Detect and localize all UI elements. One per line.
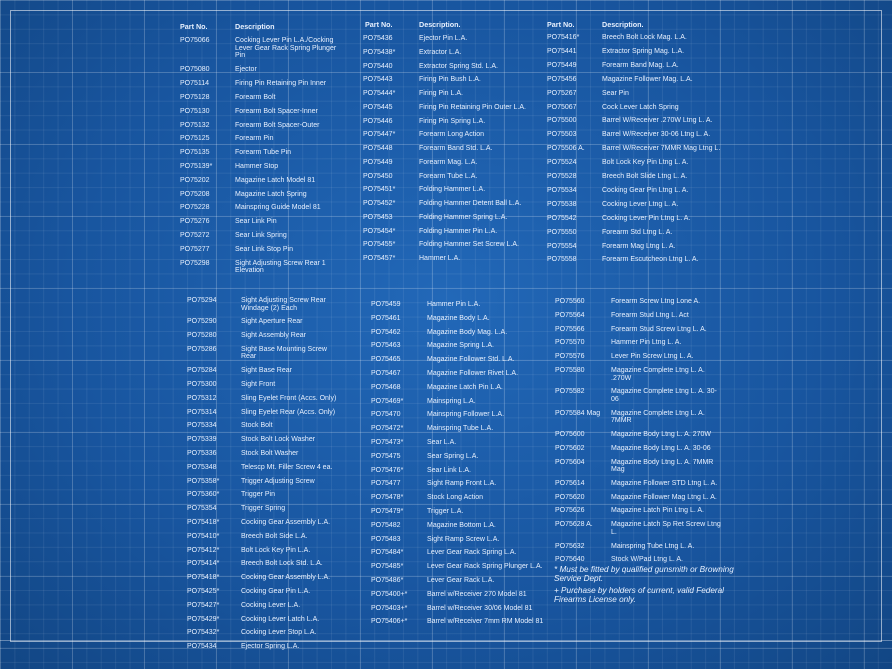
part-description: Mainspring L.A. — [427, 397, 476, 405]
part-number: PO75470 — [371, 411, 401, 419]
part-description: Magazine Body L.A. — [427, 314, 490, 322]
part-number: PO75524 — [547, 159, 577, 167]
part-number: PO75128 — [180, 93, 210, 101]
part-description: Mainspring Follower L.A. — [427, 411, 505, 419]
part-description: Magazine Follower Rivet L.A. — [427, 370, 519, 377]
part-description: Firing Pin Spring L.A. — [419, 117, 486, 125]
part-number: PO75640 — [555, 556, 585, 564]
part-description: Magazine Complete Ltng L. A. .270W — [611, 367, 705, 382]
part-description: Stock Long Action — [427, 494, 484, 502]
part-number: PO75336 — [187, 450, 217, 457]
footnotes — [554, 566, 744, 608]
part-number: PO75550 — [547, 228, 577, 236]
part-description: Folding Hammer Detent Ball L.A. — [419, 200, 522, 207]
part-number: PO75348 — [187, 463, 217, 471]
part-number: PO75272 — [180, 231, 210, 239]
part-number: PO75202 — [180, 176, 210, 184]
part-number: PO75125 — [180, 135, 210, 143]
part-number: PO75453 — [363, 213, 393, 221]
part-description: Hammer L.A. — [419, 255, 461, 262]
part-description: Cocking Lever Pin L.A./Cocking Lever Gear Rack Spring Plunger Pin — [235, 37, 337, 59]
part-description: Cocking Lever Ltng L. A. — [602, 200, 679, 208]
part-number: PO75463 — [371, 342, 401, 350]
part-number: PO75447* — [363, 131, 396, 139]
part-number: PO75427* — [187, 601, 220, 609]
part-description: Mainspring Tube Ltng L. A. — [611, 542, 695, 550]
part-number: PO75312 — [187, 394, 217, 402]
part-description: Sight Aperture Rear — [241, 318, 303, 326]
part-description: Cocking Gear Assembly L.A. — [241, 574, 331, 582]
part-number: PO75067 — [547, 103, 577, 111]
part-number: PO75114 — [180, 80, 210, 88]
part-description: Sear Link Stop Pin — [235, 245, 293, 253]
part-number: PO75486* — [371, 577, 404, 584]
part-number: PO75412* — [187, 546, 220, 554]
part-number: PO75600 — [555, 430, 585, 438]
part-number: PO75570 — [555, 339, 585, 347]
part-description: Trigger Adjusting Screw — [241, 477, 315, 485]
part-description: Hammer Pin L.A. — [427, 301, 481, 308]
part-number: PO75445 — [363, 103, 393, 111]
part-description: Forearm Tube L.A. — [419, 172, 478, 180]
part-description: Extractor Spring Std. L.A. — [419, 62, 498, 70]
part-description: Breech Bolt Lock Std. L.A. — [241, 560, 323, 568]
part-description: Breech Bolt Side L.A. — [241, 532, 308, 540]
part-description: Forearm Stud Ltng L. Act — [611, 311, 689, 319]
part-number: PO75314 — [187, 408, 217, 416]
part-number: PO75484* — [371, 549, 404, 557]
part-number: PO75457* — [363, 255, 396, 262]
part-description: Lever Pin Screw Ltng L. A. — [611, 353, 694, 361]
part-description: Cocking Gear Pin Ltng L. A. — [602, 186, 689, 194]
part-description: Magazine Complete Ltng L. A. 7MMR — [611, 409, 705, 425]
part-number: PO75476* — [371, 466, 404, 474]
part-description: Trigger L.A. — [427, 508, 464, 515]
part-number: PO75448 — [363, 145, 393, 152]
part-description: Folding Hammer Set Screw L.A. — [419, 241, 519, 249]
part-number: PO75286 — [187, 345, 217, 353]
part-description: Sight Front — [241, 381, 276, 388]
part-description: Lever Gear Rack Spring Plunger L.A. — [427, 563, 543, 571]
part-number: PO75403+* — [371, 604, 408, 612]
part-description: Forearm Mag. L.A. — [419, 158, 478, 166]
part-description: Extractor Spring Mag. L.A. — [602, 47, 685, 55]
header-part-no-2: Part No. — [365, 20, 393, 29]
part-description: Magazine Follower STD Ltng L. A. — [611, 479, 718, 487]
part-description: Cocking Lever L.A. — [241, 601, 301, 609]
part-description: Sight Adjusting Screw Rear Windage (2) Each — [241, 297, 326, 312]
part-number: PO75280 — [187, 332, 217, 340]
part-number: PO75614 — [555, 479, 585, 487]
part-number: PO75584 Mag — [555, 409, 601, 417]
part-description: Firing Pin L.A. — [419, 90, 463, 97]
part-description: Magazine Body Mag. L.A. — [427, 328, 508, 336]
part-number: PO75276 — [180, 218, 210, 226]
part-description: Cocking Lever Latch L.A. — [241, 615, 320, 623]
part-description: Sight Adjusting Screw Rear 1 Elevation — [235, 259, 326, 274]
part-description: Cocking Lever Stop L.A. — [241, 629, 317, 637]
part-description: Forearm Escutcheon Ltng L. A. — [602, 256, 699, 264]
part-number: PO75454* — [363, 227, 396, 235]
part-description: Forearm Bolt — [235, 93, 276, 101]
part-number: PO75208 — [180, 190, 210, 198]
part-number: PO75472* — [371, 425, 404, 433]
part-number: PO75469* — [371, 397, 404, 405]
part-number: PO75528 — [547, 173, 577, 180]
part-number: PO75560 — [555, 298, 585, 305]
part-description: Cocking Gear Assembly L.A. — [241, 519, 331, 526]
part-description: Cock Lever Latch Spring — [602, 103, 679, 111]
part-description: Magazine Body Ltng L. A. 30-06 — [611, 444, 711, 452]
part-number: PO75482 — [371, 521, 401, 529]
part-description: Folding Hammer L.A. — [419, 186, 486, 194]
part-description: Firing Pin Retaining Pin Outer L.A. — [419, 103, 526, 111]
part-number: PO75473* — [371, 439, 404, 446]
part-description: Forearm Stud Screw Ltng L. A. — [611, 325, 707, 333]
part-number: PO75465 — [371, 356, 401, 364]
header-description-1: Description — [235, 22, 275, 31]
note-firearms-license: + Purchase by holders of current, valid Federal Firearms License only. — [554, 586, 724, 604]
part-number: PO75132 — [180, 121, 210, 129]
part-description: Barrel w/Receiver 270 Model 81 — [427, 590, 527, 598]
part-number: PO75066 — [180, 37, 210, 44]
part-description: Stock Bolt Washer — [241, 450, 299, 457]
part-description: Breech Bolt Slide Ltng L. A. — [602, 173, 688, 180]
part-number: PO75418* — [187, 519, 220, 526]
part-number: PO75410* — [187, 532, 220, 540]
part-number: PO75602 — [555, 444, 585, 452]
part-description: Sear Spring L.A. — [427, 452, 479, 460]
part-number: PO75506 A. — [547, 145, 585, 153]
part-number: PO75432* — [187, 629, 220, 637]
part-number: PO75429* — [187, 615, 220, 623]
part-description: Sight Assembly Rear — [241, 332, 306, 340]
part-number: PO75434 — [187, 643, 217, 651]
header-part-no-3: Part No. — [547, 20, 575, 29]
part-number: PO75485* — [371, 563, 404, 571]
header-part-no-1: Part No. — [180, 22, 208, 31]
part-description: Folding Hammer Pin L.A. — [419, 227, 498, 235]
part-description: Magazine Complete Ltng L. A. 30-06 — [611, 388, 717, 403]
part-number: PO75441 — [547, 47, 577, 55]
part-number: PO75130 — [180, 107, 210, 115]
part-number: PO75468 — [371, 383, 401, 391]
part-description: Barrel W/Receiver .270W Ltng L. A. — [602, 117, 713, 125]
part-description: Barrel W/Receiver 7MMR Mag Ltng L. — [602, 145, 721, 153]
part-number: PO75628 A. — [555, 521, 593, 529]
part-number: PO75475 — [371, 452, 401, 460]
part-number: PO75135 — [180, 149, 210, 157]
part-description: Magazine Latch Pin Ltng L. A. — [611, 507, 705, 515]
part-number: PO75440 — [363, 62, 393, 70]
part-number: PO75228 — [180, 204, 210, 212]
part-description: Mainspring Tube L.A. — [427, 425, 494, 433]
part-description: Hammer Stop — [235, 162, 279, 170]
part-number: PO75290 — [187, 318, 217, 326]
part-description: Stock Bolt — [241, 422, 273, 430]
part-description: Cocking Lever Pin Ltng L. A. — [602, 214, 691, 222]
part-description: Magazine Latch Spring — [235, 190, 307, 198]
part-description: Forearm Pin — [235, 135, 274, 143]
part-number: PO75582 — [555, 388, 585, 396]
part-description: Bolt Lock Key Pin L.A. — [241, 546, 311, 554]
part-description: Forearm Band Mag. L.A. — [602, 61, 679, 69]
part-number: PO75294 — [187, 297, 217, 304]
part-description: Magazine Body Ltng L. A. 270W — [611, 430, 712, 438]
part-description: Barrel w/Receiver 7mm RM Model 81 — [427, 618, 544, 626]
part-description: Ejector Pin L.A. — [419, 35, 468, 42]
part-number: PO75542 — [547, 214, 577, 222]
part-description: Forearm Mag Ltng L. A. — [602, 242, 676, 250]
part-number: PO75418* — [187, 574, 220, 582]
blueprint-bottom-line — [0, 640, 892, 641]
header-description-2: Description. — [419, 20, 461, 29]
part-number: PO75451* — [363, 186, 396, 194]
part-number: PO75400+* — [371, 590, 408, 598]
part-description: Lever Gear Rack L.A. — [427, 577, 495, 584]
part-number: PO75576 — [555, 353, 585, 361]
part-number: PO75360* — [187, 491, 220, 499]
part-number: PO75452* — [363, 200, 396, 207]
part-number: PO75298 — [180, 259, 210, 267]
part-description: Folding Hammer Spring L.A. — [419, 213, 508, 221]
part-description: Magazine Spring L.A. — [427, 342, 494, 350]
part-description: Trigger Spring — [241, 505, 286, 513]
part-number: PO75500 — [547, 117, 577, 125]
part-description: Breech Bolt Lock Mag. L.A. — [602, 34, 687, 41]
part-description: Extractor L.A. — [419, 48, 462, 56]
part-number: PO75438* — [363, 48, 396, 56]
part-description: Magazine Follower Mag. L.A. — [602, 75, 693, 83]
part-description: Magazine Latch Sp Ret Screw Ltng L. — [611, 521, 721, 536]
part-description: Magazine Follower Mag Ltng L. A. — [611, 493, 717, 501]
part-number: PO75479* — [371, 508, 404, 515]
part-number: PO75354 — [187, 505, 217, 513]
part-description: Sight Base Mounting Screw Rear — [241, 345, 327, 361]
part-description: Sight Ramp Screw L.A. — [427, 535, 500, 543]
part-number: PO75580 — [555, 367, 585, 374]
part-description: Forearm Tube Pin — [235, 149, 292, 157]
part-number: PO75277 — [180, 245, 210, 253]
part-description: Hammer Pin Ltng L. A. — [611, 339, 682, 347]
part-description: Forearm Long Action — [419, 131, 484, 139]
part-number: PO75300 — [187, 381, 217, 388]
part-description: Cocking Gear Pin L.A. — [241, 588, 311, 595]
part-description: Barrel W/Receiver 30-06 Ltng L. A. — [602, 131, 711, 139]
part-number: PO75538 — [547, 200, 577, 208]
part-number: PO75462 — [371, 328, 401, 336]
part-description: Forearm Bolt Spacer-Inner — [235, 107, 318, 115]
part-number: PO75334 — [187, 422, 217, 430]
part-number: PO75139* — [180, 162, 213, 170]
part-description: Barrel w/Receiver 30/06 Model 81 — [427, 604, 533, 612]
part-number: PO75564 — [555, 311, 585, 319]
part-description: Ejector Spring L.A. — [241, 643, 300, 651]
part-number: PO75425* — [187, 588, 220, 595]
part-number: PO75444* — [363, 90, 396, 97]
header-description-3: Description. — [602, 20, 644, 29]
part-number: PO75436 — [363, 35, 393, 42]
part-number: PO75478* — [371, 494, 404, 502]
part-description: Ejector — [235, 66, 257, 74]
part-description: Trigger Pin — [241, 491, 275, 499]
part-number: PO75450 — [363, 172, 393, 180]
part-number: PO75080 — [180, 66, 210, 74]
part-number: PO75455* — [363, 241, 396, 249]
part-description: Magazine Follower Std. L.A. — [427, 356, 515, 364]
part-number: PO75339 — [187, 436, 217, 444]
part-description: Stock W/Pad Ltng L. A. — [611, 556, 683, 564]
part-description: Sear Pin — [602, 89, 629, 97]
part-number: PO75284 — [187, 367, 217, 375]
part-number: PO75554 — [547, 242, 577, 250]
part-number: PO75503 — [547, 131, 577, 139]
part-description: Sear Link Spring — [235, 231, 287, 239]
part-description: Mainspring Guide Model 81 — [235, 204, 321, 212]
part-description: Sling Eyelet Rear (Accs. Only) — [241, 408, 336, 416]
part-description: Sear L.A. — [427, 439, 457, 446]
part-number: PO75414* — [187, 560, 220, 568]
part-number: PO75467 — [371, 370, 401, 377]
part-description: Sight Base Rear — [241, 367, 292, 375]
part-description: Forearm Band Std. L.A. — [419, 145, 493, 152]
part-description: Sling Eyelet Front (Accs. Only) — [241, 394, 337, 402]
part-description: Magazine Latch Model 81 — [235, 176, 316, 184]
part-number: PO75632 — [555, 542, 585, 550]
part-number: PO75534 — [547, 186, 577, 194]
part-description: Bolt Lock Key Pin Ltng L. A. — [602, 159, 689, 167]
part-number: PO75620 — [555, 493, 585, 501]
part-number: PO75358* — [187, 477, 220, 485]
part-number: PO75459 — [371, 301, 401, 308]
part-number: PO75477 — [371, 480, 401, 488]
part-number: PO75558 — [547, 256, 577, 264]
part-description: Telescp Mt. Filler Screw 4 ea. — [241, 463, 333, 471]
part-number: PO75416* — [547, 34, 580, 41]
part-number: PO75626 — [555, 507, 585, 515]
part-description: Magazine Bottom L.A. — [427, 521, 496, 529]
part-description: Lever Gear Rack Spring L.A. — [427, 549, 517, 557]
part-description: Magazine Body Ltng L. A. 7MMR Mag — [611, 458, 714, 473]
part-description: Sight Ramp Front L.A. — [427, 480, 497, 488]
part-number: PO75443 — [363, 76, 393, 84]
note-gunsmith: * Must be fitted by qualified gunsmith or Browning Service Dept. — [554, 565, 734, 583]
part-number: PO75566 — [555, 325, 585, 333]
part-number: PO75449 — [547, 61, 577, 69]
part-description: Magazine Latch Pin L.A. — [427, 383, 503, 391]
part-number: PO75406+* — [371, 618, 408, 626]
part-number: PO75461 — [371, 314, 401, 322]
part-description: Forearm Std Ltng L. A. — [602, 228, 673, 236]
part-number: PO75483 — [371, 535, 401, 543]
part-number: PO75446 — [363, 117, 393, 125]
part-description: Stock Bolt Lock Washer — [241, 436, 316, 444]
part-number: PO75449 — [363, 158, 393, 166]
part-description: Firing Pin Retaining Pin Inner — [235, 80, 327, 88]
part-number: PO75604 — [555, 458, 585, 466]
part-number: PO75456 — [547, 75, 577, 83]
part-number: PO75267 — [547, 89, 577, 97]
part-description: Forearm Bolt Spacer-Outer — [235, 121, 320, 129]
part-description: Firing Pin Bush L.A. — [419, 76, 481, 84]
part-description: Forearm Screw Ltng Lone A. — [611, 298, 701, 305]
part-description: Sear Link L.A. — [427, 466, 471, 474]
part-description: Sear Link Pin — [235, 218, 277, 226]
